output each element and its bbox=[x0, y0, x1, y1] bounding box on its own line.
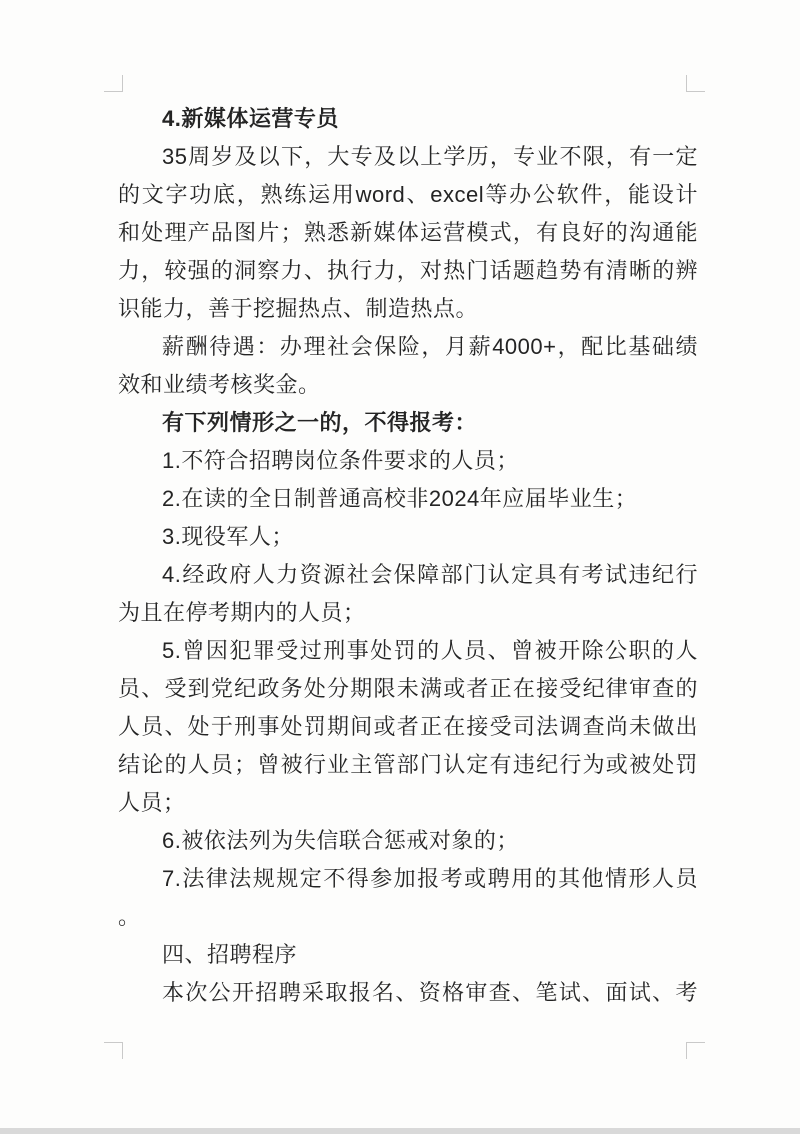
text-line: 薪酬待遇：办理社会保险，月薪4000+，配比基础绩 bbox=[162, 334, 698, 359]
text-line: 识能力，善于挖掘热点、制造热点。 bbox=[118, 296, 479, 321]
document-text-block bbox=[118, 100, 698, 1012]
page-bottom-edge bbox=[0, 1128, 800, 1134]
text-line: 6.被依法列为失信联合惩戒对象的； bbox=[162, 828, 519, 853]
text-line: 35周岁及以下，大专及以上学历，专业不限，有一定 bbox=[162, 144, 698, 169]
text-line: 。 bbox=[118, 904, 141, 929]
text-line: 有下列情形之一的，不得报考： bbox=[162, 410, 478, 435]
text-line: 力，较强的洞察力、执行力，对热门话题趋势有清晰的辨 bbox=[118, 258, 698, 283]
text-line: 员、受到党纪政务处分期限未满或者正在接受纪律审查的 bbox=[118, 676, 698, 701]
text-line: 人员、处于刑事处罚期间或者正在接受司法调查尚未做出 bbox=[118, 714, 698, 739]
text-line: 4.新媒体运营专员 bbox=[162, 106, 339, 131]
text-line: 5.曾因犯罪受过刑事处罚的人员、曾被开除公职的人 bbox=[162, 638, 698, 663]
text-line: 3.现役军人； bbox=[162, 524, 294, 549]
text-line: 2.在读的全日制普通高校非2024年应届毕业生； bbox=[162, 486, 638, 511]
text-line: 4.经政府人力资源社会保障部门认定具有考试违纪行 bbox=[162, 562, 698, 587]
text-line: 7.法律法规规定不得参加报考或聘用的其他情形人员 bbox=[162, 866, 698, 891]
text-line: 效和业绩考核奖金。 bbox=[118, 372, 321, 397]
margin-corner-mark-bottom-right bbox=[686, 1042, 705, 1059]
text-line: 本次公开招聘采取报名、资格审查、笔试、面试、考 bbox=[162, 980, 698, 1005]
text-line: 为且在停考期内的人员； bbox=[118, 600, 366, 625]
text-line: 和处理产品图片；熟悉新媒体运营模式，有良好的沟通能 bbox=[118, 220, 698, 245]
text-line: 人员； bbox=[118, 790, 186, 815]
margin-corner-mark-top-right bbox=[686, 75, 705, 92]
margin-corner-mark-bottom-left bbox=[104, 1042, 123, 1059]
margin-corner-mark-top-left bbox=[104, 75, 123, 92]
text-line: 1.不符合招聘岗位条件要求的人员； bbox=[162, 448, 519, 473]
text-line: 结论的人员；曾被行业主管部门认定有违纪行为或被处罚 bbox=[118, 752, 698, 777]
text-line: 的文字功底，熟练运用word、excel等办公软件，能设计 bbox=[118, 182, 698, 207]
text-line: 四、招聘程序 bbox=[162, 942, 298, 967]
